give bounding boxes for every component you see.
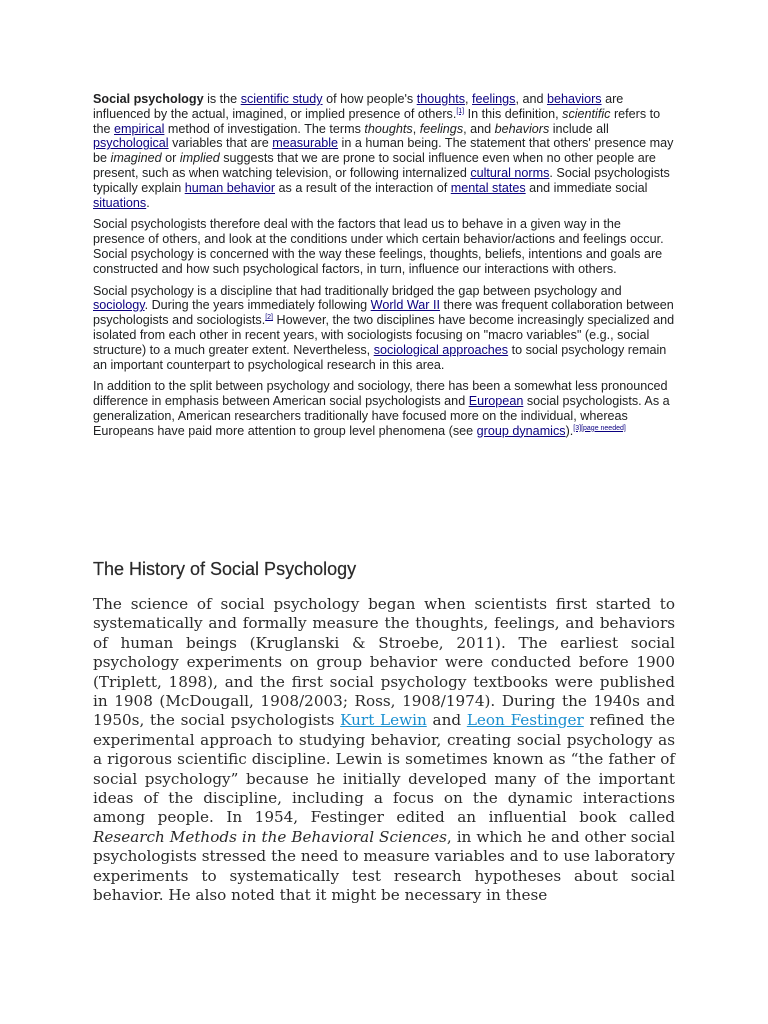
text: in a human being. The statement that others' presence may be <box>93 136 674 166</box>
text: of how people's <box>322 92 417 106</box>
emphasis: thoughts <box>364 121 413 136</box>
text: refined the experimental approach to studying behavior, creating social psychology as a rigorous scientific discipline. Lewin is sometimes known as “the father of social psychology” because he initially developed many of the important ideas of the discipline, including a focus on the dynamic interactions among people. In 1954, Festinger edited an influential book called <box>93 711 676 827</box>
text: are influenced by the actual, imagined, or implied presence of others. <box>93 92 624 121</box>
link-measurable[interactable]: measurable <box>272 136 339 151</box>
paragraph-split <box>93 379 675 438</box>
emphasis: scientific <box>562 106 611 121</box>
text: there was frequent collaboration between psychologists and sociologists. <box>93 298 674 328</box>
wiki-excerpt <box>93 92 675 439</box>
section-heading: The History of Social Psychology <box>93 559 357 579</box>
link-leon-festinger[interactable]: Leon Festinger <box>466 711 584 730</box>
link-sociology[interactable]: sociology <box>93 298 145 313</box>
link-world-war-ii[interactable]: World War II <box>370 298 440 313</box>
text: suggests that we are prone to social influence even when no other people are present, such as when watching television, or following internalized <box>93 151 656 180</box>
text: Social psychology is a discipline that had traditionally bridged the gap between psychology and <box>93 283 622 298</box>
link-feelings[interactable]: feelings <box>472 92 516 106</box>
term-bold: Social psychology <box>93 92 204 106</box>
text: or <box>161 151 180 166</box>
text: However, the two disciplines have become increasingly specialized and isolated from each other in recent years, with sociologists focusing on "macro variables" (e.g., social structure) to a much greater extent. Nevertheless, <box>93 313 675 357</box>
text: , and <box>463 121 495 136</box>
link-scientific-study[interactable]: scientific study <box>240 92 323 106</box>
text: as a result of the interaction of <box>275 180 451 195</box>
document-page <box>93 92 676 905</box>
text: . Social psychologists typically explain <box>93 165 670 195</box>
link-psychological[interactable]: psychological <box>93 136 169 151</box>
citation-3[interactable]: [3][page needed] <box>573 424 626 432</box>
emphasis: imagined <box>110 151 162 166</box>
link-human-behavior[interactable]: human behavior <box>184 180 276 195</box>
text: ). <box>565 423 574 438</box>
citation-1[interactable]: [1] <box>456 107 465 115</box>
paragraph-history <box>93 595 675 906</box>
link-thoughts[interactable]: thoughts <box>416 92 466 106</box>
link-behaviors[interactable]: behaviors <box>546 92 602 106</box>
citation-2[interactable]: [2] <box>265 313 274 321</box>
text: In this definition, <box>464 106 563 121</box>
text: refers to the <box>93 106 661 136</box>
book-title: Research Methods in the Behavioral Sciences <box>93 827 447 846</box>
link-empirical[interactable]: empirical <box>114 121 165 136</box>
link-group-dynamics[interactable]: group dynamics <box>476 423 566 438</box>
text: , <box>412 121 420 136</box>
text: and <box>426 711 467 730</box>
text: method of investigation. The terms <box>164 121 365 136</box>
emphasis: feelings <box>419 121 464 136</box>
emphasis: behaviors <box>494 121 550 136</box>
emphasis: implied <box>179 151 220 166</box>
text: The science of social psychology began when scientists first started to systematically and formally measure the thoughts, feelings, and behaviors of human beings (Kruglanski & Stroebe, 2011). The earliest social psychology experiments on group behavior were conducted before 1900 (Triplett, 1898), and the first social psychology textbooks were published in 1908 (McDougall, 1908/2003; Ross, 1908/1974). During the 1940s and 1950s, the social psychologists <box>93 595 675 730</box>
link-kurt-lewin[interactable]: Kurt Lewin <box>340 711 427 730</box>
text: , and <box>515 92 547 106</box>
text: is the <box>203 92 241 106</box>
paragraph-definition <box>93 92 675 210</box>
text: In addition to the split between psychology and sociology, there has been a somewhat less pronounced difference in emphasis between American social psychologists and <box>93 379 668 409</box>
link-sociological-approaches[interactable]: sociological approaches <box>373 342 509 357</box>
paragraph-factors: Social psychologists therefore deal with the factors that lead us to behave in a given way in the presence of others, and look at the conditions under which certain behavior/actions and feelings occur. Social psychology is concerned with the way these feelings, thoughts, beliefs, intentions and goals are constructed and how such psychological factors, in turn, influence our interactions with others. <box>93 217 664 276</box>
text: . <box>146 195 150 210</box>
text: to social psychology remain an important counterpart to psychological research in this area. <box>93 342 667 372</box>
text: social psychologists. As a generalization, American researchers traditionally have focused more on the individual, whereas Europeans have paid more attention to group level phenomena (see <box>93 394 670 438</box>
text: . During the years immediately following <box>144 298 371 313</box>
link-cultural-norms[interactable]: cultural norms <box>470 165 550 180</box>
link-situations[interactable]: situations <box>93 195 147 210</box>
link-european[interactable]: European <box>468 394 524 409</box>
text: and immediate social <box>525 180 648 195</box>
link-mental-states[interactable]: mental states <box>450 180 526 195</box>
paragraph-discipline <box>93 284 675 373</box>
text: variables that are <box>168 136 273 151</box>
text: , in which he and other social psychologists stressed the need to measure variables and to use laboratory experiments to systematically test research hypotheses about social behavior. He also noted that it might be necessary in these <box>93 827 675 905</box>
text: , <box>465 92 473 106</box>
text: include all <box>549 121 609 136</box>
